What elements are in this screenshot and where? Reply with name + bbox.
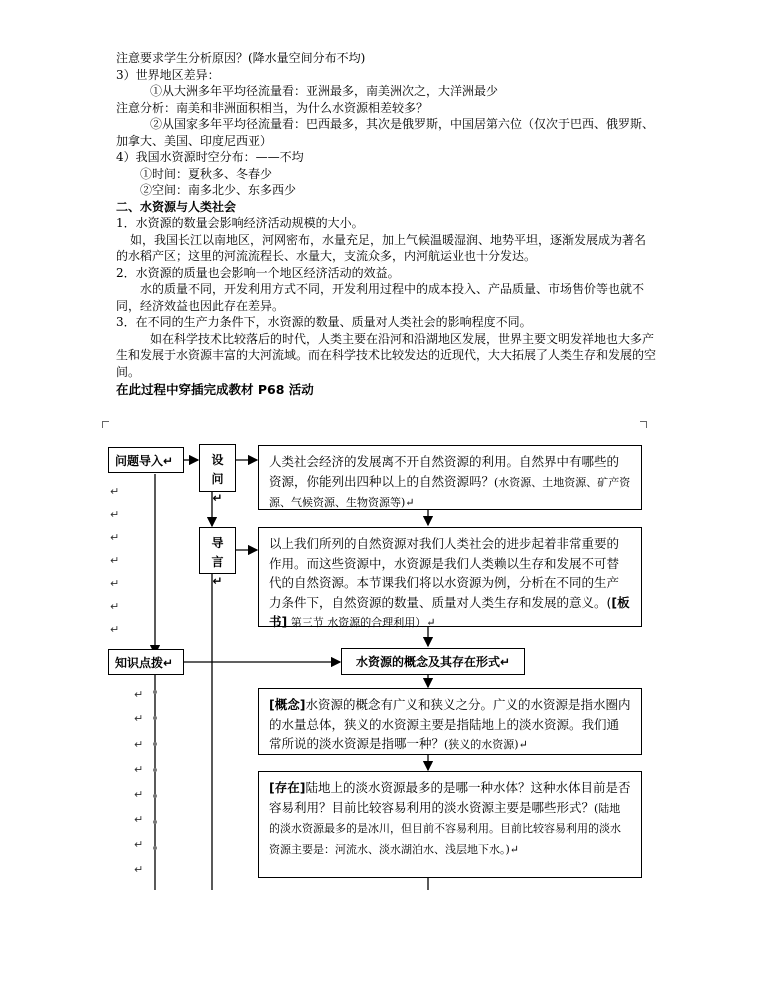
shewen-box (199, 444, 236, 505)
section-heading: 二、水资源与人类社会 (116, 199, 237, 214)
intro-label: 问题导入↵ (115, 453, 174, 468)
existence-box (258, 771, 642, 878)
text-line: 注意要求学生分析原因？(降水量空间分布不均) (116, 51, 366, 65)
return-mark: ↵ (134, 788, 144, 801)
activity-instruction: 在此过程中穿插完成教材 P68 活动 (116, 382, 314, 397)
return-mark: ↵ (110, 577, 120, 590)
line-dot (153, 742, 157, 746)
line-dot (153, 690, 157, 694)
daoyan-box (199, 527, 236, 588)
text-line: ②空间：南多北少、东多西少 (140, 183, 297, 197)
knowledge-label-box (108, 649, 184, 675)
text-line: 2．水资源的质量也会影响一个地区经济活动的效益。 (116, 265, 400, 280)
intro-box (258, 527, 642, 627)
blackboard-tag: [板书] (269, 594, 630, 629)
text-line: 注意分析：南美和非洲面积相当，为什么水资源相差较多？ (116, 100, 429, 115)
concept-text: 水资源的概念有广义和狭义之分。广义的水资源是指水圈内的水量总体，狭义的水资源主要是指陆地上的淡水资源。我们通常所说的淡水资源是指哪一种？ (269, 697, 631, 751)
return-mark: ↵ (134, 838, 144, 851)
line-dot (153, 846, 157, 850)
knowledge-label: 知识点拨↵ (115, 655, 174, 670)
text-paragraph: ②从国家多年平均径流量看：巴西最多，其次是俄罗斯，中国居第六位（仅次于巴西、俄罗斯、加拿大、美国、印度尼西亚） (116, 117, 655, 148)
line-dot (153, 820, 157, 824)
text-paragraph: 如，我国长江以南地区，河网密布，水量充足，加上气候温暖湿润、地势平坦，逐渐发展成为著名的水稻产区；这里的河流流程长、水量大，支流众多，内河航运业也十分发达。 (116, 232, 647, 263)
question-text: 人类社会经济的发展离不开自然资源的利用。自然界中有哪些的资源，你能列出四种以上的自然资源吗？ (269, 454, 620, 489)
daoyan-label: 导言↵ (211, 536, 224, 588)
line-dot (153, 794, 157, 798)
blackboard-note: 第三节 水资源的合理利用）↵ (287, 616, 436, 629)
existence-text: 陆地上的淡水资源最多的是哪一种水体？这种水体目前是否容易利用？目前比较容易利用的淡水资源主要是哪些形式？ (269, 780, 631, 815)
return-mark: ↵ (110, 485, 120, 498)
existence-answer: (陆地的淡水资源最多的是冰川，但目前不容易利用。目前比较容易利用的淡水资源主要是：河流水、淡水湖泊水、浅层地下水。)↵ (269, 801, 621, 856)
existence-tag: [存在] (269, 780, 306, 795)
return-mark: ↵ (110, 623, 120, 636)
text-line: 3）世界地区差异： (116, 67, 220, 82)
concept-answer: (狭义的水资源)↵ (444, 738, 528, 751)
text-line: 4）我国水资源时空分布：——不均 (116, 150, 304, 164)
return-mark: ↵ (134, 712, 144, 725)
intro-text: 以上我们所列的自然资源对我们人类社会的进步起着非常重要的作用。而这些资源中，水资源是我们人类赖以生存和发展不可替代的自然资源。本节课我们将以水资源为例，分析在不同的生产力条件下，自然资源的数量、质量对人类生存和发展的意义。( (269, 536, 620, 610)
shewen-label: 设问↵ (211, 453, 224, 505)
question-answer: (水资源、土地资源、矿产资源、气候资源、生物资源等)↵ (269, 475, 631, 509)
return-mark: ↵ (134, 688, 144, 701)
return-mark: ↵ (134, 863, 144, 876)
concept-title: 水资源的概念及其存在形式↵ (355, 655, 511, 669)
concept-box (258, 688, 642, 755)
return-mark: ↵ (110, 554, 120, 567)
text-line: 3．在不同的生产力条件下，水资源的数量、质量对人类社会的影响程度不同。 (116, 315, 532, 329)
concept-title-box (341, 648, 525, 675)
text-paragraph: 如在科学技术比较落后的时代，人类主要在沿河和沿湖地区发展，世界主要文明发祥地也大多产生和发展于水资源丰富的大河流域。而在科学技术比较发达的近现代，大大拓展了人类生存和发展的空间。 (116, 331, 657, 379)
intro-label-box (108, 447, 184, 473)
line-dot (153, 716, 157, 720)
return-mark: ↵ (110, 531, 120, 544)
return-mark: ↵ (110, 508, 120, 521)
text-paragraph: 水的质量不同，开发利用方式不同，开发利用过程中的成本投入、产品质量、市场售价等也就不同，经济效益也因此存在差异。 (116, 282, 645, 313)
concept-tag: [概念] (269, 697, 306, 712)
text-line: 1．水资源的数量会影响经济活动规模的大小。 (116, 216, 364, 230)
line-dot (153, 768, 157, 772)
text-line: ①从大洲多年平均径流量看：亚洲最多，南美洲次之，大洋洲最少 (150, 84, 499, 98)
return-mark: ↵ (110, 600, 120, 613)
return-mark: ↵ (134, 738, 144, 751)
question-box (258, 445, 642, 510)
text-line: ①时间：夏秋多、冬春少 (140, 166, 273, 181)
return-mark: ↵ (134, 763, 144, 776)
return-mark: ↵ (134, 813, 144, 826)
